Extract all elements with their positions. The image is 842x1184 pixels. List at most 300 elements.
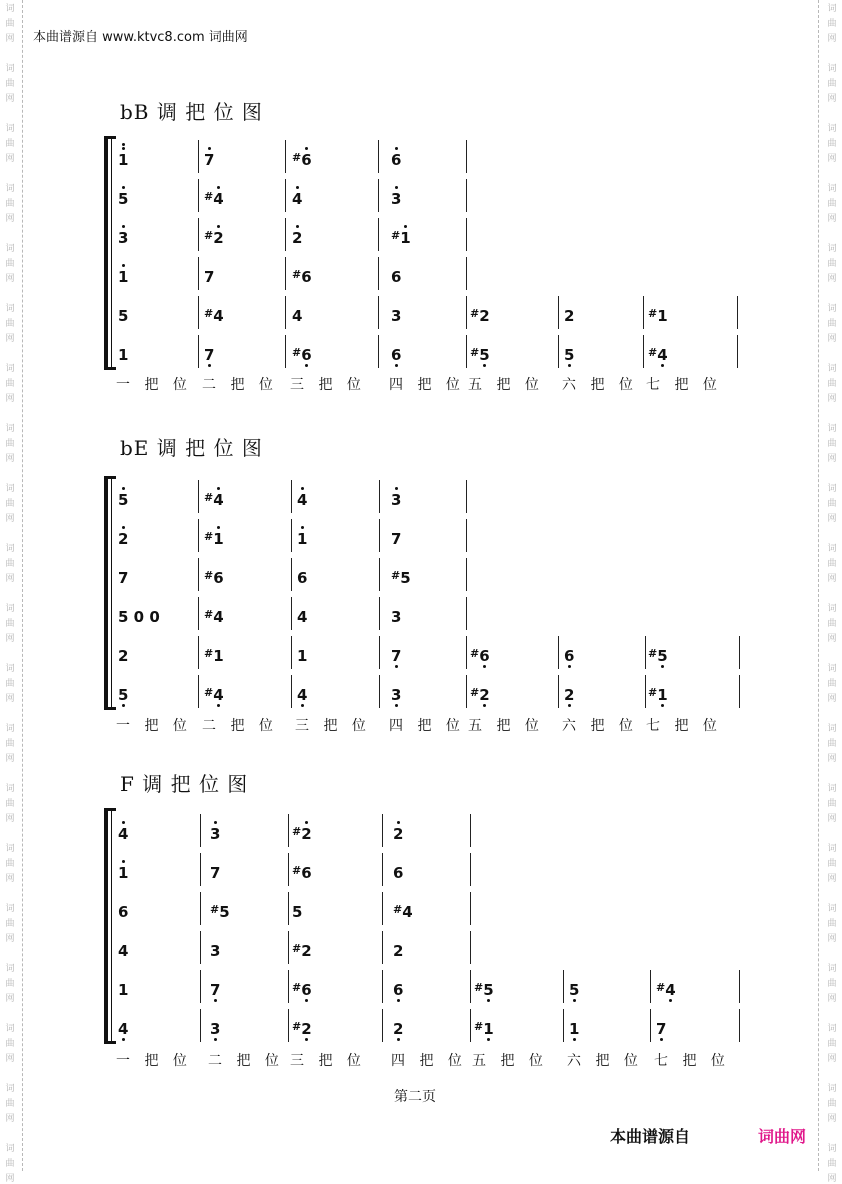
watermark-char: 曲 bbox=[5, 1039, 15, 1049]
position-label: 五 把 位 bbox=[472, 1053, 548, 1069]
bar-line bbox=[379, 480, 380, 513]
note-digit: 4 bbox=[213, 307, 224, 325]
note-cell bbox=[648, 347, 668, 363]
bar-line bbox=[466, 675, 467, 708]
watermark-char: 网 bbox=[827, 1174, 837, 1184]
note-digit: 5 bbox=[657, 647, 668, 665]
watermark-char: 词 bbox=[827, 664, 837, 674]
right-margin-rule bbox=[818, 0, 819, 1171]
section-title: F 调 把 位 图 bbox=[120, 772, 249, 796]
sharp-sign: # bbox=[204, 491, 214, 504]
note-cell bbox=[292, 152, 312, 168]
note-digit: 2 bbox=[213, 229, 224, 247]
bar-line bbox=[466, 480, 467, 513]
note-digit: 2 bbox=[479, 307, 490, 325]
note-cell bbox=[204, 308, 224, 324]
position-label: 二 把 位 bbox=[208, 1053, 284, 1069]
note-cell bbox=[292, 230, 302, 246]
watermark-char: 曲 bbox=[5, 679, 15, 689]
note-digit: 4 bbox=[297, 608, 308, 626]
note-digit: 5 bbox=[219, 903, 230, 921]
note-digit: 7 bbox=[204, 268, 215, 286]
watermark-char: 曲 bbox=[5, 199, 15, 209]
note-cell bbox=[648, 687, 668, 703]
note-digit: 6 bbox=[301, 268, 312, 286]
note-cell bbox=[292, 904, 302, 920]
watermark-char: 网 bbox=[5, 574, 15, 584]
note-cell bbox=[391, 531, 401, 547]
watermark-char: 词 bbox=[827, 1084, 837, 1094]
position-label: 五 把 位 bbox=[468, 377, 544, 393]
note-digit: 3 bbox=[391, 686, 402, 704]
note-cell bbox=[118, 687, 128, 703]
sharp-sign: # bbox=[204, 608, 214, 621]
note-digit: 7 bbox=[391, 530, 402, 548]
sharp-sign: # bbox=[204, 190, 214, 203]
section-title: bB 调 把 位 图 bbox=[120, 100, 263, 124]
watermark-char: 词 bbox=[5, 1024, 15, 1034]
sharp-sign: # bbox=[656, 981, 666, 994]
bar-line bbox=[470, 814, 471, 847]
note-cell bbox=[118, 269, 128, 285]
bar-line bbox=[198, 257, 199, 290]
bar-line bbox=[466, 179, 467, 212]
bar-line bbox=[379, 675, 380, 708]
sharp-sign: # bbox=[470, 686, 480, 699]
bar-line bbox=[643, 335, 644, 368]
position-label: 六 把 位 bbox=[567, 1053, 643, 1069]
bar-line bbox=[378, 179, 379, 212]
watermark-char: 词 bbox=[827, 184, 837, 194]
watermark-char: 曲 bbox=[827, 259, 837, 269]
note-cell bbox=[292, 1021, 312, 1037]
watermark-char: 词 bbox=[827, 64, 837, 74]
note-cell bbox=[656, 982, 676, 998]
bar-line bbox=[200, 814, 201, 847]
bar-line bbox=[378, 218, 379, 251]
note-cell bbox=[391, 347, 401, 363]
note-cell bbox=[210, 982, 220, 998]
note-digit: 6 bbox=[391, 151, 402, 169]
watermark-char: 网 bbox=[5, 874, 15, 884]
watermark-char: 网 bbox=[827, 634, 837, 644]
bar-line bbox=[558, 296, 559, 329]
note-digit: 6 bbox=[301, 981, 312, 999]
position-label: 三 把 位 bbox=[295, 718, 371, 734]
position-label: 一 把 位 bbox=[116, 377, 192, 393]
note-digit: 3 bbox=[391, 190, 402, 208]
watermark-char: 网 bbox=[5, 154, 15, 164]
note-digit: 4 bbox=[118, 825, 129, 843]
sharp-sign: # bbox=[292, 825, 302, 838]
watermark-char: 曲 bbox=[827, 79, 837, 89]
watermark-char: 曲 bbox=[5, 139, 15, 149]
note-digit: 7 bbox=[204, 346, 215, 364]
brace-cap-top bbox=[104, 808, 116, 811]
position-label: 七 把 位 bbox=[646, 718, 722, 734]
bar-line bbox=[382, 970, 383, 1003]
watermark-char: 曲 bbox=[827, 19, 837, 29]
note-digit: 4 bbox=[402, 903, 413, 921]
brace-bracket bbox=[104, 476, 108, 710]
bar-line bbox=[285, 179, 286, 212]
sharp-sign: # bbox=[210, 903, 220, 916]
bar-line bbox=[470, 892, 471, 925]
note-digit: 6 bbox=[118, 903, 129, 921]
watermark-char: 词 bbox=[5, 604, 15, 614]
note-digit: 1 bbox=[297, 647, 308, 665]
bar-line bbox=[291, 558, 292, 591]
position-label: 一 把 位 bbox=[116, 718, 192, 734]
bar-line bbox=[379, 636, 380, 669]
note-cell bbox=[118, 531, 128, 547]
note-cell bbox=[204, 230, 224, 246]
note-cell bbox=[569, 1021, 579, 1037]
brace-cap-bottom bbox=[104, 367, 116, 370]
page-number: 第二页 bbox=[394, 1089, 436, 1105]
watermark-char: 词 bbox=[827, 424, 837, 434]
watermark-char: 网 bbox=[5, 514, 15, 524]
note-cell bbox=[391, 269, 401, 285]
watermark-char: 网 bbox=[5, 934, 15, 944]
bar-line bbox=[285, 296, 286, 329]
note-cell bbox=[391, 230, 411, 246]
note-cell bbox=[564, 347, 574, 363]
watermark-char: 曲 bbox=[5, 1099, 15, 1109]
bar-line bbox=[200, 853, 201, 886]
watermark-char: 词 bbox=[827, 1024, 837, 1034]
position-label: 二 把 位 bbox=[202, 718, 278, 734]
watermark-char: 网 bbox=[5, 94, 15, 104]
bar-line bbox=[198, 179, 199, 212]
note-digit: 2 bbox=[393, 1020, 404, 1038]
note-cell bbox=[210, 1021, 220, 1037]
bar-line bbox=[470, 853, 471, 886]
watermark-char: 网 bbox=[827, 814, 837, 824]
note-digit: 1 bbox=[483, 1020, 494, 1038]
watermark-char: 网 bbox=[5, 394, 15, 404]
watermark-char: 词 bbox=[5, 784, 15, 794]
note-digit: 1 bbox=[400, 229, 411, 247]
note-digit: 4 bbox=[292, 190, 303, 208]
position-label: 六 把 位 bbox=[562, 377, 638, 393]
note-cell bbox=[470, 347, 490, 363]
note-digit: 3 bbox=[391, 307, 402, 325]
bar-line bbox=[378, 257, 379, 290]
sharp-sign: # bbox=[470, 307, 480, 320]
bar-line bbox=[466, 257, 467, 290]
note-cell bbox=[204, 648, 224, 664]
note-cell bbox=[292, 308, 302, 324]
note-digit: 7 bbox=[210, 981, 221, 999]
bar-line bbox=[198, 140, 199, 173]
note-digit: 7 bbox=[204, 151, 215, 169]
note-cell bbox=[118, 982, 128, 998]
watermark-char: 曲 bbox=[5, 739, 15, 749]
note-digit: 7 bbox=[656, 1020, 667, 1038]
watermark-char: 词 bbox=[5, 364, 15, 374]
bar-line bbox=[379, 558, 380, 591]
note-cell bbox=[292, 865, 312, 881]
note-digit: 2 bbox=[301, 1020, 312, 1038]
bar-line bbox=[379, 519, 380, 552]
position-label: 四 把 位 bbox=[391, 1053, 467, 1069]
note-cell bbox=[210, 865, 220, 881]
sharp-sign: # bbox=[292, 864, 302, 877]
note-cell bbox=[118, 230, 128, 246]
bar-line bbox=[285, 257, 286, 290]
note-digit: 5 bbox=[118, 190, 129, 208]
note-cell bbox=[564, 308, 574, 324]
note-cell bbox=[118, 191, 128, 207]
watermark-char: 曲 bbox=[5, 499, 15, 509]
note-digit: 2 bbox=[118, 647, 129, 665]
watermark-char: 曲 bbox=[5, 259, 15, 269]
position-label: 七 把 位 bbox=[646, 377, 722, 393]
watermark-char: 曲 bbox=[827, 739, 837, 749]
note-cell bbox=[297, 492, 307, 508]
note-digit: 2 bbox=[292, 229, 303, 247]
watermark-char: 网 bbox=[827, 994, 837, 1004]
bar-line bbox=[200, 1009, 201, 1042]
bar-line bbox=[291, 597, 292, 630]
watermark-char: 词 bbox=[5, 544, 15, 554]
bar-line bbox=[379, 597, 380, 630]
bar-line bbox=[288, 970, 289, 1003]
note-cell bbox=[391, 191, 401, 207]
bar-line bbox=[466, 636, 467, 669]
note-cell bbox=[118, 904, 128, 920]
note-digit: 1 bbox=[118, 268, 129, 286]
note-digit: 4 bbox=[292, 307, 303, 325]
watermark-char: 网 bbox=[827, 454, 837, 464]
watermark-char: 网 bbox=[827, 874, 837, 884]
note-digit: 7 bbox=[210, 864, 221, 882]
note-cell bbox=[297, 687, 307, 703]
bar-line bbox=[382, 931, 383, 964]
bar-line bbox=[737, 335, 738, 368]
watermark-char: 词 bbox=[827, 544, 837, 554]
sharp-sign: # bbox=[292, 942, 302, 955]
sharp-sign: # bbox=[470, 647, 480, 660]
watermark-char: 曲 bbox=[827, 859, 837, 869]
note-digit: 3 bbox=[210, 825, 221, 843]
note-digit: 1 bbox=[213, 647, 224, 665]
watermark-char: 网 bbox=[5, 754, 15, 764]
watermark-char: 曲 bbox=[5, 919, 15, 929]
note-digit: 4 bbox=[118, 1020, 129, 1038]
brace-bracket bbox=[104, 808, 108, 1044]
note-cell bbox=[393, 904, 413, 920]
note-digit: 7 bbox=[118, 569, 129, 587]
watermark-char: 曲 bbox=[827, 499, 837, 509]
footer-brand: 词曲网 bbox=[758, 1127, 807, 1146]
bar-line bbox=[470, 1009, 471, 1042]
sharp-sign: # bbox=[204, 686, 214, 699]
sharp-sign: # bbox=[393, 903, 403, 916]
bar-line bbox=[470, 931, 471, 964]
bar-line bbox=[739, 675, 740, 708]
bar-line bbox=[198, 558, 199, 591]
watermark-char: 曲 bbox=[827, 439, 837, 449]
watermark-char: 曲 bbox=[827, 139, 837, 149]
bar-line bbox=[645, 675, 646, 708]
watermark-char: 曲 bbox=[827, 199, 837, 209]
watermark-char: 曲 bbox=[5, 79, 15, 89]
bar-line bbox=[382, 853, 383, 886]
sharp-sign: # bbox=[292, 151, 302, 164]
bar-line bbox=[563, 970, 564, 1003]
bar-line bbox=[650, 1009, 651, 1042]
note-cell bbox=[470, 648, 490, 664]
sharp-sign: # bbox=[474, 981, 484, 994]
bar-line bbox=[288, 1009, 289, 1042]
note-digit: 2 bbox=[564, 686, 575, 704]
watermark-char: 网 bbox=[827, 934, 837, 944]
note-digit: 1 bbox=[297, 530, 308, 548]
bar-line bbox=[466, 218, 467, 251]
bar-line bbox=[285, 218, 286, 251]
watermark-char: 曲 bbox=[827, 619, 837, 629]
watermark-char: 网 bbox=[827, 1054, 837, 1064]
bar-line bbox=[198, 597, 199, 630]
note-digit: 4 bbox=[213, 491, 224, 509]
watermark-char: 词 bbox=[5, 724, 15, 734]
note-digit: 2 bbox=[393, 942, 404, 960]
watermark-char: 曲 bbox=[827, 379, 837, 389]
note-digit: 6 bbox=[297, 569, 308, 587]
note-digit: 6 bbox=[393, 981, 404, 999]
watermark-char: 词 bbox=[5, 304, 15, 314]
sharp-sign: # bbox=[648, 647, 658, 660]
watermark-char: 词 bbox=[827, 1144, 837, 1154]
watermark-char: 曲 bbox=[827, 679, 837, 689]
brace-cap-bottom bbox=[104, 1041, 116, 1044]
bar-line bbox=[466, 597, 467, 630]
sharp-sign: # bbox=[470, 346, 480, 359]
watermark-char: 网 bbox=[5, 814, 15, 824]
note-digit: 4 bbox=[657, 346, 668, 364]
note-digit: 7 bbox=[391, 647, 402, 665]
watermark-char: 词 bbox=[827, 724, 837, 734]
bar-line bbox=[198, 480, 199, 513]
watermark-char: 曲 bbox=[5, 979, 15, 989]
bar-line bbox=[198, 675, 199, 708]
left-margin-rule bbox=[22, 0, 23, 1171]
note-cell bbox=[297, 648, 307, 664]
bar-line bbox=[737, 296, 738, 329]
bar-line bbox=[291, 636, 292, 669]
note-cell bbox=[391, 687, 401, 703]
watermark-char: 曲 bbox=[827, 559, 837, 569]
watermark-char: 词 bbox=[5, 664, 15, 674]
note-digit: 6 bbox=[301, 864, 312, 882]
note-digit: 5 bbox=[483, 981, 494, 999]
note-cell bbox=[393, 826, 403, 842]
note-cell bbox=[648, 308, 668, 324]
bar-line bbox=[198, 296, 199, 329]
note-digit: 6 bbox=[301, 151, 312, 169]
watermark-char: 网 bbox=[5, 454, 15, 464]
watermark-char: 词 bbox=[827, 784, 837, 794]
note-cell bbox=[118, 648, 128, 664]
note-cell bbox=[564, 687, 574, 703]
watermark-char: 网 bbox=[5, 1114, 15, 1124]
watermark-char: 网 bbox=[5, 34, 15, 44]
note-cell bbox=[118, 943, 128, 959]
note-cell bbox=[292, 982, 312, 998]
note-digit: 5 bbox=[118, 686, 129, 704]
note-digit: 5 bbox=[118, 307, 129, 325]
note-digit: 1 bbox=[657, 307, 668, 325]
sharp-sign: # bbox=[474, 1020, 484, 1033]
note-cell bbox=[391, 570, 411, 586]
bar-line bbox=[378, 335, 379, 368]
note-cell bbox=[391, 308, 401, 324]
note-digit: 1 bbox=[118, 151, 129, 169]
bar-line bbox=[563, 1009, 564, 1042]
note-cell bbox=[204, 570, 224, 586]
note-digit: 4 bbox=[297, 491, 308, 509]
position-label: 三 把 位 bbox=[290, 1053, 366, 1069]
watermark-char: 曲 bbox=[5, 559, 15, 569]
note-digit: 2 bbox=[564, 307, 575, 325]
watermark-char: 网 bbox=[5, 994, 15, 1004]
note-cell bbox=[564, 648, 574, 664]
watermark-char: 网 bbox=[827, 754, 837, 764]
note-cell bbox=[393, 982, 403, 998]
note-cell bbox=[569, 982, 579, 998]
note-digit: 3 bbox=[391, 608, 402, 626]
watermark-char: 曲 bbox=[5, 619, 15, 629]
note-digit: 1 bbox=[118, 346, 129, 364]
bar-line bbox=[382, 1009, 383, 1042]
note-cell bbox=[470, 687, 490, 703]
sharp-sign: # bbox=[648, 346, 658, 359]
note-digit: 6 bbox=[564, 647, 575, 665]
note-cell bbox=[210, 904, 230, 920]
bar-line bbox=[643, 296, 644, 329]
bar-line bbox=[378, 140, 379, 173]
note-cell bbox=[393, 865, 403, 881]
brace-bracket-line bbox=[111, 808, 112, 1044]
watermark-char: 词 bbox=[827, 904, 837, 914]
bar-line bbox=[466, 140, 467, 173]
bar-line bbox=[739, 636, 740, 669]
watermark-char: 曲 bbox=[827, 1039, 837, 1049]
note-digit: 4 bbox=[665, 981, 676, 999]
watermark-char: 曲 bbox=[827, 799, 837, 809]
watermark-char: 网 bbox=[5, 1054, 15, 1064]
watermark-char: 词 bbox=[5, 124, 15, 134]
watermark-char: 曲 bbox=[827, 919, 837, 929]
note-digit: 4 bbox=[213, 608, 224, 626]
note-digit: 4 bbox=[213, 190, 224, 208]
note-digit: 4 bbox=[297, 686, 308, 704]
note-digit: 5 bbox=[118, 491, 129, 509]
watermark-char: 词 bbox=[5, 904, 15, 914]
note-digit: 5 0 0 bbox=[118, 608, 160, 626]
sharp-sign: # bbox=[204, 229, 214, 242]
watermark-char: 网 bbox=[5, 634, 15, 644]
bar-line bbox=[285, 140, 286, 173]
position-label: 四 把 位 bbox=[389, 377, 465, 393]
bar-line bbox=[382, 892, 383, 925]
bar-line bbox=[739, 970, 740, 1003]
note-digit: 6 bbox=[391, 346, 402, 364]
watermark-char: 词 bbox=[827, 964, 837, 974]
watermark-char: 网 bbox=[827, 154, 837, 164]
